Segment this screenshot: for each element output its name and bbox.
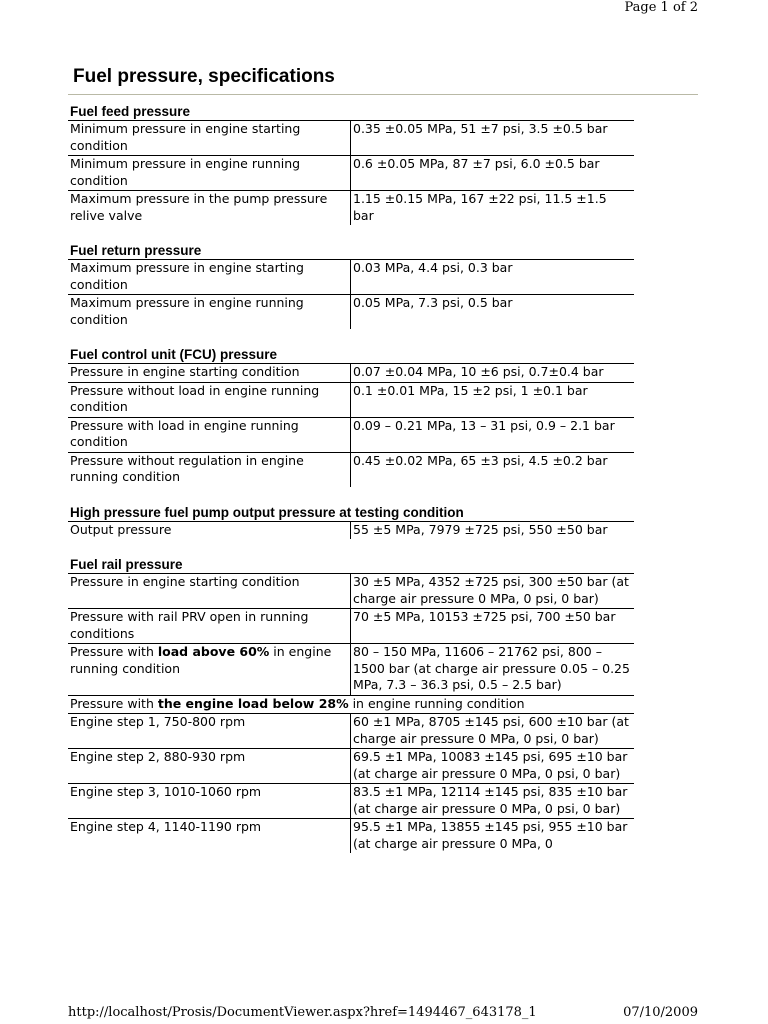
row-value: 0.45 ±0.02 MPa, 65 ±3 psi, 4.5 ±0.2 bar — [351, 452, 635, 487]
row-value: 0.6 ±0.05 MPa, 87 ±7 psi, 6.0 ±0.5 bar — [351, 156, 635, 191]
spec-content — [68, 104, 636, 853]
fcu-pressure-table — [68, 363, 634, 487]
row-value: 0.09 – 0.21 MPa, 13 – 31 psi, 0.9 – 2.1 bar — [351, 417, 635, 452]
row-label — [68, 644, 351, 696]
return-pressure-table — [68, 259, 634, 329]
section-gap — [68, 225, 636, 243]
row-value: 69.5 ±1 MPa, 10083 ±145 psi, 695 ±10 bar (at charge air pressure 0 MPa, 0 psi, 0 bar) — [351, 749, 635, 784]
table-row — [68, 609, 634, 644]
row-value: 0.03 MPa, 4.4 psi, 0.3 bar — [351, 260, 635, 295]
feed-pressure-table — [68, 120, 634, 225]
row-value: 0.35 ±0.05 MPa, 51 ±7 psi, 3.5 ±0.5 bar — [351, 121, 635, 156]
footer-url: http://localhost/Prosis/DocumentViewer.aspx?href=1494467_643178_1 — [68, 1005, 537, 1020]
row-value: 1.15 ±0.15 MPa, 167 ±22 psi, 11.5 ±1.5 bar — [351, 191, 635, 226]
table-row — [68, 521, 634, 539]
row-label: Minimum pressure in engine running condition — [68, 156, 351, 191]
row-label: Engine step 2, 880-930 rpm — [68, 749, 351, 784]
rail-pressure-table — [68, 573, 634, 853]
title-divider — [68, 94, 698, 95]
label-text: in engine running condition — [70, 644, 332, 676]
row-value: 83.5 ±1 MPa, 12114 ±145 psi, 835 ±10 bar (at charge air pressure 0 MPa, 0 psi, 0 bar) — [351, 784, 635, 819]
table-row — [68, 121, 634, 156]
table-row — [68, 191, 634, 226]
section-heading-return: Fuel return pressure — [70, 243, 202, 258]
row-label: Pressure in engine starting condition — [68, 364, 351, 383]
table-row — [68, 644, 634, 696]
table-row — [68, 452, 634, 487]
span-row-text — [68, 695, 634, 714]
section-heading-feed: Fuel feed pressure — [70, 104, 191, 119]
table-row — [68, 714, 634, 749]
section-heading-hp-pump: High pressure fuel pump output pressure at testing condition — [70, 504, 464, 520]
section-heading-fcu: Fuel control unit (FCU) pressure — [70, 347, 278, 362]
row-value: 30 ±5 MPa, 4352 ±725 psi, 300 ±50 bar (at charge air pressure 0 MPa, 0 psi, 0 bar) — [351, 574, 635, 609]
row-label: Engine step 4, 1140-1190 rpm — [68, 819, 351, 854]
span-text: Pressure with — [70, 695, 158, 711]
table-row — [68, 364, 634, 383]
table-row — [68, 784, 634, 819]
row-label: Maximum pressure in engine starting condition — [68, 260, 351, 295]
table-row — [68, 417, 634, 452]
row-value: 0.05 MPa, 7.3 psi, 0.5 bar — [351, 295, 635, 330]
row-value: 55 ±5 MPa, 7979 ±725 psi, 550 ±50 bar — [351, 521, 635, 539]
table-span-row — [68, 695, 634, 714]
table-row — [68, 749, 634, 784]
table-row — [68, 382, 634, 417]
page-title: Fuel pressure, specifications — [73, 66, 335, 87]
row-label: Pressure without regulation in engine running condition — [68, 452, 351, 487]
section-gap — [68, 539, 636, 557]
table-row — [68, 574, 634, 609]
hp-pump-table — [68, 521, 634, 540]
table-row — [68, 295, 634, 330]
label-bold-text: load above 60% — [157, 644, 270, 659]
row-label: Engine step 1, 750-800 rpm — [68, 714, 351, 749]
row-value: 95.5 ±1 MPa, 13855 ±145 psi, 955 ±10 bar (at charge air pressure 0 MPa, 0 — [351, 819, 635, 854]
row-label: Pressure with rail PRV open in running conditions — [68, 609, 351, 644]
table-row — [68, 260, 634, 295]
table-row — [68, 819, 634, 854]
footer-date: 07/10/2009 — [623, 1005, 698, 1020]
section-gap — [68, 487, 636, 505]
section-heading-rail: Fuel rail pressure — [70, 557, 183, 572]
row-label: Maximum pressure in engine running condition — [68, 295, 351, 330]
row-label: Maximum pressure in the pump pressure relive valve — [68, 191, 351, 226]
row-label: Output pressure — [68, 521, 351, 539]
section-gap — [68, 329, 636, 347]
row-label: Pressure without load in engine running condition — [68, 382, 351, 417]
row-value: 0.07 ±0.04 MPa, 10 ±6 psi, 0.7±0.4 bar — [351, 364, 635, 383]
row-value: 60 ±1 MPa, 8705 ±145 psi, 600 ±10 bar (at charge air pressure 0 MPa, 0 psi, 0 bar) — [351, 714, 635, 749]
row-label: Pressure with load in engine running condition — [68, 417, 351, 452]
row-label: Pressure in engine starting condition — [68, 574, 351, 609]
label-text: Pressure with — [70, 644, 158, 659]
row-label: Engine step 3, 1010-1060 rpm — [68, 784, 351, 819]
row-label: Minimum pressure in engine starting condition — [68, 121, 351, 156]
row-value: 0.1 ±0.01 MPa, 15 ±2 psi, 1 ±0.1 bar — [351, 382, 635, 417]
row-value: 70 ±5 MPa, 10153 ±725 psi, 700 ±50 bar — [351, 609, 635, 644]
span-text: in engine running condition — [348, 695, 525, 711]
span-bold-text: the engine load below 28% — [157, 695, 349, 711]
row-value: 80 – 150 MPa, 11606 – 21762 psi, 800 – 1500 bar (at charge air pressure 0.05 – 0.25 MPa, 7.3 – 36.3 psi, 0.5 – 2.5 bar) — [351, 644, 635, 696]
table-row — [68, 156, 634, 191]
page-number: Page 1 of 2 — [624, 0, 698, 15]
